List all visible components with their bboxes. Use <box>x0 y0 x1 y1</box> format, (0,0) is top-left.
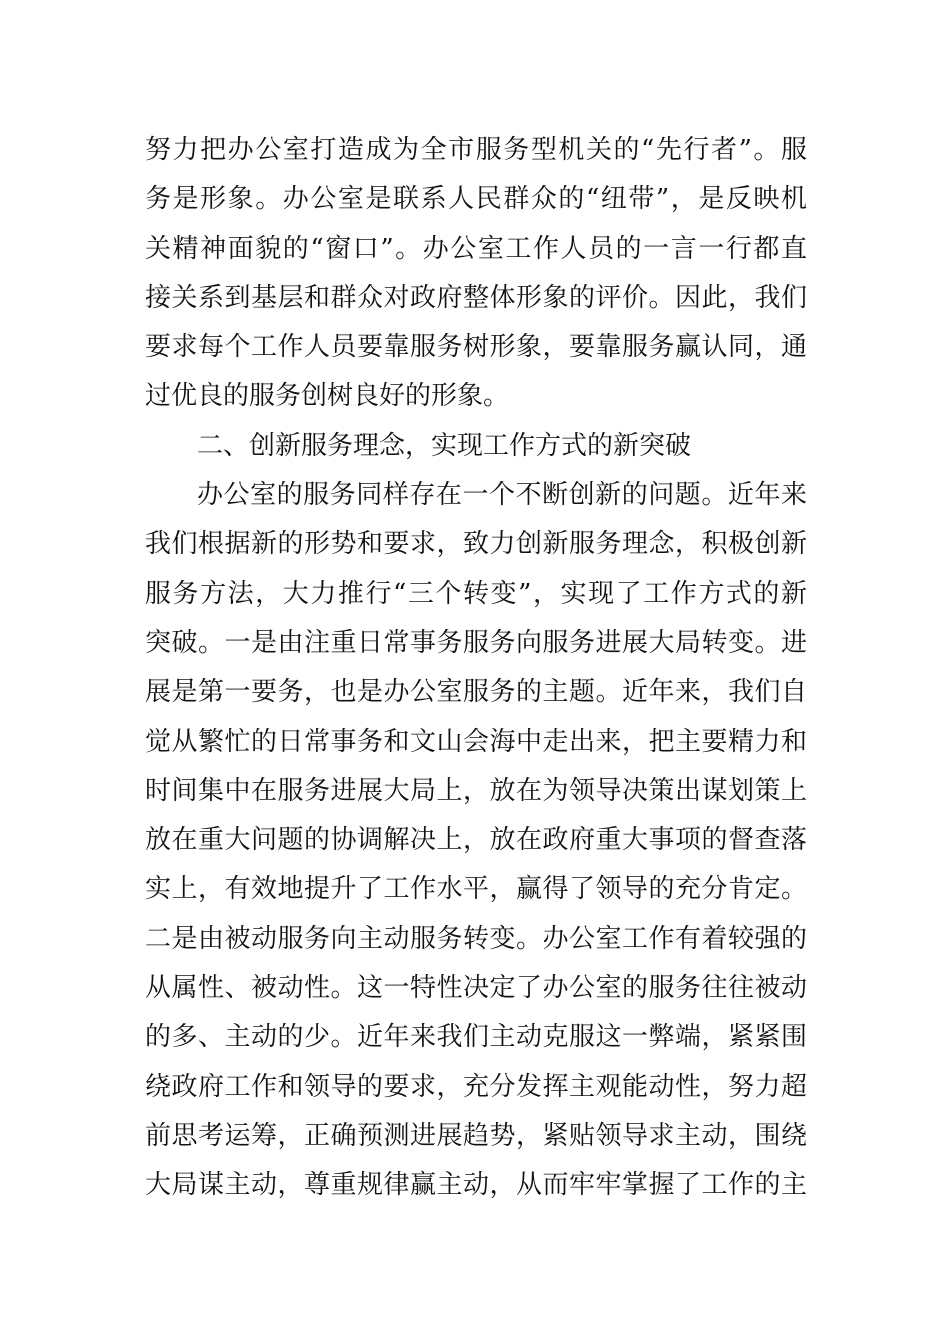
text-line: 时间集中在服务进展大局上，放在为领导决策出谋划策上 <box>145 775 807 806</box>
text-line: 接关系到基层和群众对政府整体形象的评价。因此，我们 <box>145 282 807 313</box>
text-line: 绕政府工作和领导的要求，充分发挥主观能动性，努力超 <box>145 1071 807 1102</box>
text-line: 过优良的服务创树良好的形象。 <box>145 381 510 412</box>
text-line: 办公室的服务同样存在一个不断创新的问题。近年来 <box>197 480 807 511</box>
text-line: 务是形象。办公室是联系人民群众的“纽带”，是反映机 <box>145 184 807 215</box>
text-line: 二是由被动服务向主动服务转变。办公室工作有着较强的 <box>145 923 807 954</box>
text-line: 放在重大问题的协调解决上，放在政府重大事项的督查落 <box>145 825 807 856</box>
text-line: 觉从繁忙的日常事务和文山会海中走出来，把主要精力和 <box>145 726 807 757</box>
text-line: 前思考运筹，正确预测进展趋势，紧贴领导求主动，围绕 <box>145 1120 807 1151</box>
text-line: 服务方法，大力推行“三个转变”，实现了工作方式的新 <box>145 578 807 609</box>
text-line: 从属性、被动性。这一特性决定了办公室的服务往往被动 <box>145 973 807 1004</box>
text-line: 我们根据新的形势和要求，致力创新服务理念，积极创新 <box>145 529 807 560</box>
text-line: 大局谋主动，尊重规律赢主动，从而牢牢掌握了工作的主 <box>145 1170 807 1201</box>
text-line: 展是第一要务，也是办公室服务的主题。近年来，我们自 <box>145 677 807 708</box>
text-line: 突破。一是由注重日常事务服务向服务进展大局转变。进 <box>145 627 807 658</box>
section-heading: 二、创新服务理念，实现工作方式的新突破 <box>197 430 692 461</box>
text-line: 关精神面貌的“窗口”。办公室工作人员的一言一行都直 <box>145 233 807 264</box>
text-line: 实上，有效地提升了工作水平，赢得了领导的充分肯定。 <box>145 874 807 905</box>
text-line: 努力把办公室打造成为全市服务型机关的“先行者”。服 <box>145 135 807 165</box>
text-line: 的多、主动的少。近年来我们主动克服这一弊端，紧紧围 <box>145 1022 807 1053</box>
text-line: 要求每个工作人员要靠服务树形象，要靠服务赢认同，通 <box>145 332 807 363</box>
document-body <box>145 126 807 1211</box>
